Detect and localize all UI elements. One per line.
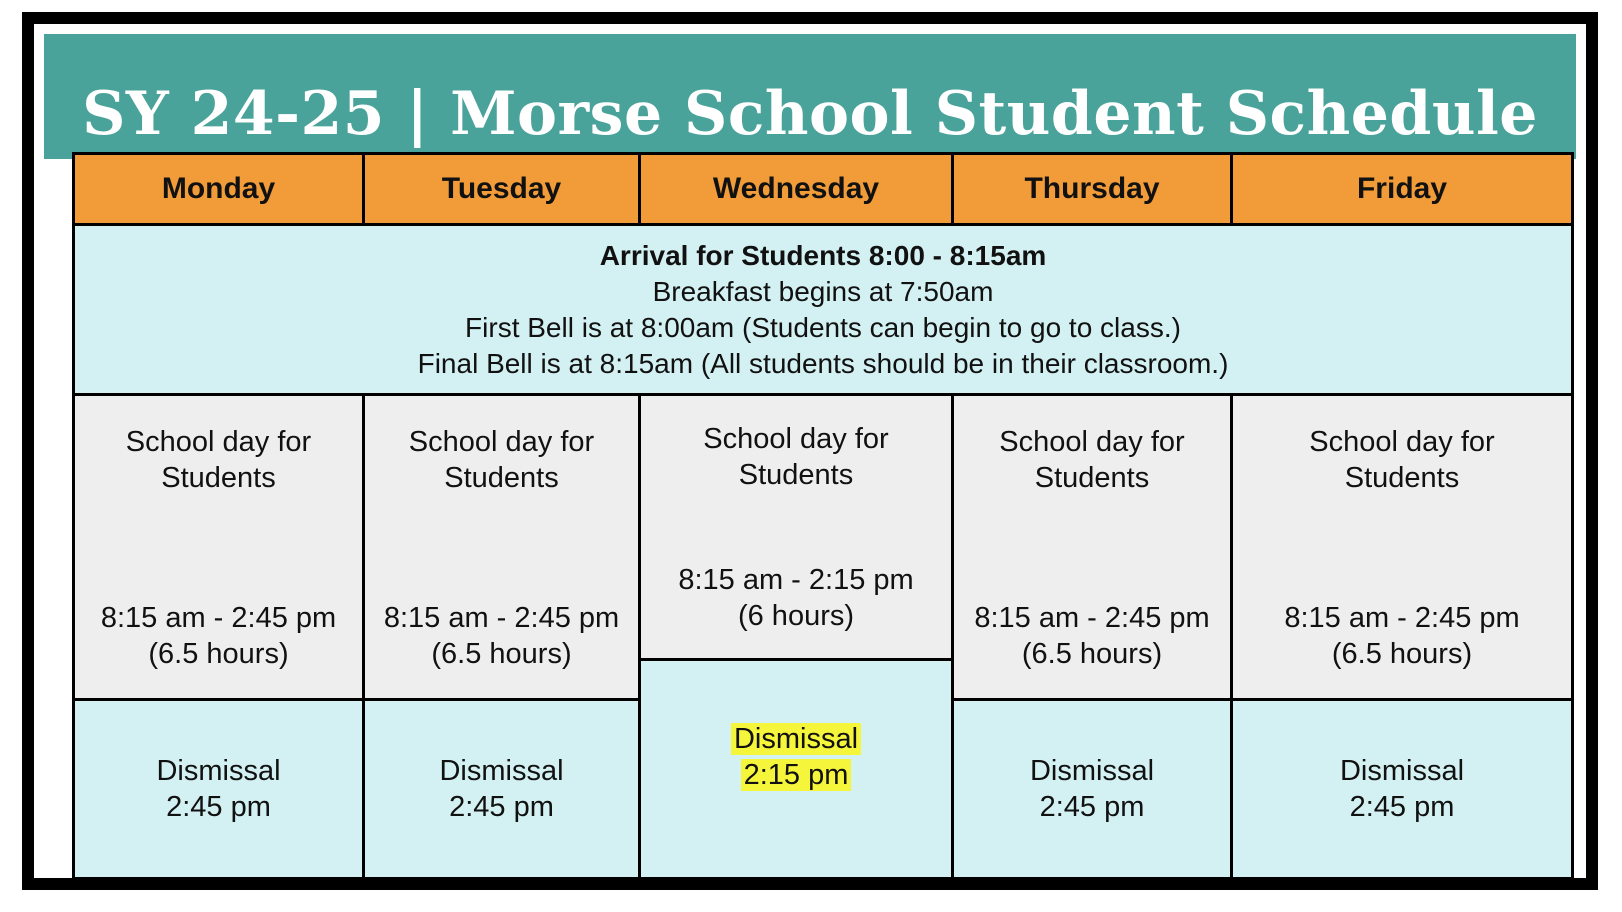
arrival-heading: Arrival for Students 8:00 - 8:15am: [599, 239, 1047, 271]
school-day-label: School day for: [999, 426, 1185, 458]
header-friday: Friday: [1233, 155, 1571, 223]
header-wednesday: Wednesday: [641, 155, 951, 223]
school-day-wednesday: [641, 396, 951, 658]
dismissal-time: 2:45 pm: [1349, 791, 1455, 823]
header-monday: Monday: [75, 155, 362, 223]
header-tuesday: Tuesday: [365, 155, 638, 223]
dismissal-label: Dismissal: [1339, 755, 1465, 787]
dismissal-monday: [75, 701, 362, 877]
arrival-first-bell: First Bell is at 8:00am (Students can begin to go to class.): [465, 311, 1181, 343]
dismissal-label: Dismissal: [1029, 755, 1155, 787]
dismissal-time: 2:45 pm: [449, 791, 554, 823]
dismissal-label: Dismissal: [439, 755, 564, 787]
school-day-hours: (6.5 hours): [431, 638, 572, 670]
dismissal-time: 2:45 pm: [1039, 791, 1145, 823]
dismissal-tuesday: [365, 701, 638, 877]
dismissal-wednesday: [641, 661, 951, 877]
arrival-info: [75, 226, 1571, 393]
school-day-label: Students: [738, 459, 854, 491]
school-day-time: 8:15 am - 2:45 pm: [383, 602, 620, 634]
school-day-time: 8:15 am - 2:45 pm: [1284, 602, 1520, 634]
school-day-label: Students: [1034, 462, 1150, 494]
arrival-breakfast: Breakfast begins at 7:50am: [652, 275, 994, 307]
dismissal-friday: [1233, 701, 1571, 877]
schedule-frame: [22, 12, 1598, 890]
header-thursday: Thursday: [954, 155, 1230, 223]
school-day-monday: [75, 396, 362, 698]
school-day-tuesday: [365, 396, 638, 698]
school-day-hours: (6.5 hours): [148, 638, 289, 670]
school-day-hours: (6.5 hours): [1331, 638, 1473, 670]
dismissal-label-highlighted: Dismissal: [731, 723, 861, 755]
school-day-label: School day for: [703, 423, 889, 455]
school-day-time: 8:15 am - 2:15 pm: [678, 564, 914, 596]
page-title: SY 24-25 | Morse School Student Schedule: [82, 79, 1538, 149]
school-day-thursday: [954, 396, 1230, 698]
school-day-friday: [1233, 396, 1571, 698]
school-day-label: School day for: [1309, 426, 1495, 458]
dismissal-time: 2:45 pm: [166, 791, 271, 823]
school-day-time: 8:15 am - 2:45 pm: [974, 602, 1210, 634]
school-day-label: Students: [1344, 462, 1460, 494]
arrival-final-bell: Final Bell is at 8:15am (All students should be in their classroom.): [417, 347, 1229, 379]
school-day-hours: (6.5 hours): [1021, 638, 1163, 670]
dismissal-thursday: [954, 701, 1230, 877]
school-day-label: Students: [444, 462, 559, 494]
school-day-label: Students: [161, 462, 276, 494]
school-day-label: School day for: [125, 426, 312, 458]
school-day-label: School day for: [408, 426, 595, 458]
school-day-time: 8:15 am - 2:45 pm: [100, 602, 337, 634]
title-banner: [44, 34, 1576, 159]
school-day-hours: (6 hours): [737, 600, 855, 632]
dismissal-label: Dismissal: [156, 755, 281, 787]
schedule-table: [72, 152, 1574, 880]
dismissal-time-highlighted: 2:15 pm: [741, 759, 852, 791]
